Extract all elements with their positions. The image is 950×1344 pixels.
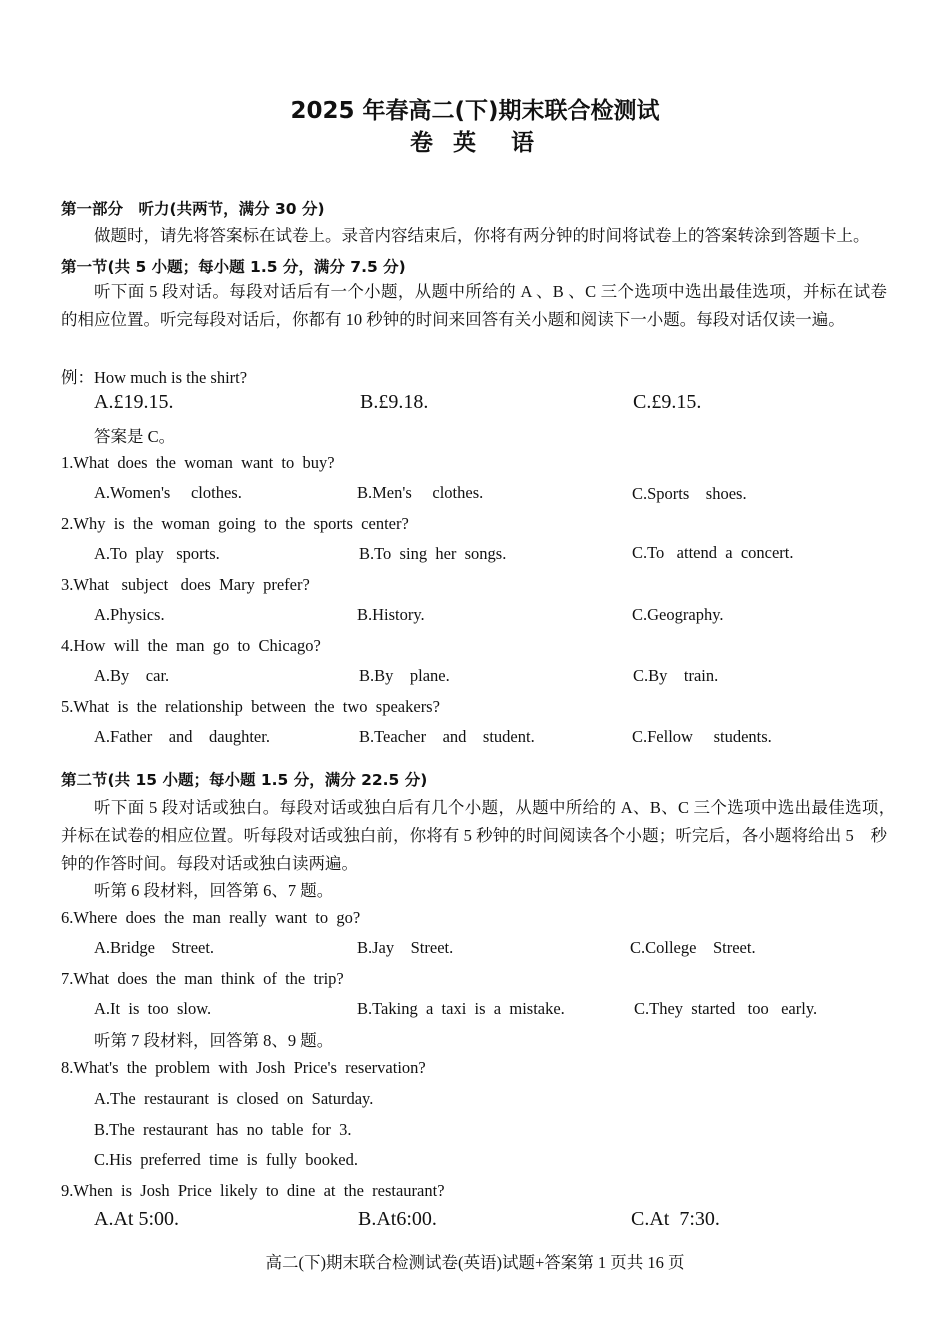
question-5: 5.What is the relationship between the two speakers? [61,697,440,716]
example-question: 例：How much is the shirt? [61,368,248,387]
section1-heading: 第一节(共 5 小题；每小题 1.5 分，满分 7.5 分) [61,258,406,276]
q5-option-a: A.Father and daughter. [94,727,270,746]
q8-option-a: A.The restaurant is closed on Saturday. [94,1089,374,1108]
question-6: 6.Where does the man really want to go? [61,908,361,927]
q9-option-a: A.At 5:00. [94,1208,179,1230]
example-option-b: B.£9.18. [360,391,429,413]
question-3: 3.What subject does Mary prefer? [61,575,310,594]
q7-option-c: C.They started too early. [634,999,818,1018]
q2-option-a: A.To play sports. [94,544,220,563]
q4-option-b: B.By plane. [359,666,450,685]
q2-option-b: B.To sing her songs. [359,544,507,563]
q5-option-c: C.Fellow students. [632,727,772,746]
q7-option-b: B.Taking a taxi is a mistake. [357,999,565,1018]
q1-option-a: A.Women's clothes. [94,483,242,502]
q3-option-c: C.Geography. [632,605,724,624]
section2-heading: 第二节(共 15 小题；每小题 1.5 分，满分 22.5 分) [61,771,428,789]
example-option-c: C.£9.15. [633,391,702,413]
q3-option-a: A.Physics. [94,605,165,624]
question-7: 7.What does the man think of the trip? [61,969,344,988]
question-1: 1.What does the woman want to buy? [61,453,335,472]
q9-option-c: C.At 7:30. [631,1208,720,1230]
example-option-a: A.£19.15. [94,391,174,413]
q4-option-a: A.By car. [94,666,170,685]
q6-option-a: A.Bridge Street. [94,938,215,957]
q1-option-b: B.Men's clothes. [357,483,484,502]
q5-option-b: B.Teacher and student. [359,727,535,746]
question-4: 4.How will the man go to Chicago? [61,636,321,655]
part1-heading: 第一部分 听力(共两节，满分 30 分) [61,200,325,218]
q1-option-c: C.Sports shoes. [632,484,747,503]
page-footer: 高二(下)期末联合检测试卷(英语)试题+答案第 1 页共 16 页 [265,1253,685,1272]
q6-option-c: C.College Street. [630,938,756,957]
question-2: 2.Why is the woman going to the sports center? [61,514,409,533]
q7-option-a: A.It is too slow. [94,999,212,1018]
exam-title-line1: 2025 年春高二(下)期末联合检测试 [290,98,660,124]
section1-instruction: 听下面 5 段对话。每段对话后有一个小题，从题中所给的 A 、B 、C 三个选项中选出最佳选项，并标在试卷 的相应位置。听完每段对话后，你都有 10 秒钟的时间来回答有关小题和阅读下一小题。每段对话仅读一遍。 [61,282,887,329]
q3-option-b: B.History. [357,605,425,624]
part1-instruction: 做题时，请先将答案标在试卷上。录音内容结束后，你将有两分钟的时间将试卷上的答案转涂到答题卡上。 [94,226,870,245]
q4-option-c: C.By train. [633,666,719,685]
question-9: 9.When is Josh Price likely to dine at the restaurant? [61,1181,445,1200]
material-7-note: 听第 7 段材料，回答第 8、9 题。 [94,1031,334,1050]
question-8: 8.What's the problem with Josh Price's reservation? [61,1058,426,1077]
example-answer: 答案是 C。 [94,427,176,446]
material-6-note: 听第 6 段材料，回答第 6、7 题。 [94,881,334,900]
q8-option-b: B.The restaurant has no table for 3. [94,1120,352,1139]
section2-instruction: 听下面 5 段对话或独白。每段对话或独白后有几个小题，从题中所给的 A、B、C 三个选项中选出最佳选项， 并标在试卷的相应位置。听每段对话或独白前，你将有 5 秒钟的时间阅读各个小题；听完后，各小题将给出 5 秒钟的作答时间。每段对话或独白读两遍。 [61,798,904,873]
q9-option-b: B.At6:00. [358,1208,437,1230]
exam-title-line2: 卷 英 语 [409,130,540,156]
q6-option-b: B.Jay Street. [357,938,454,957]
q2-option-c: C.To attend a concert. [632,543,794,562]
q8-option-c: C.His preferred time is fully booked. [94,1150,358,1169]
